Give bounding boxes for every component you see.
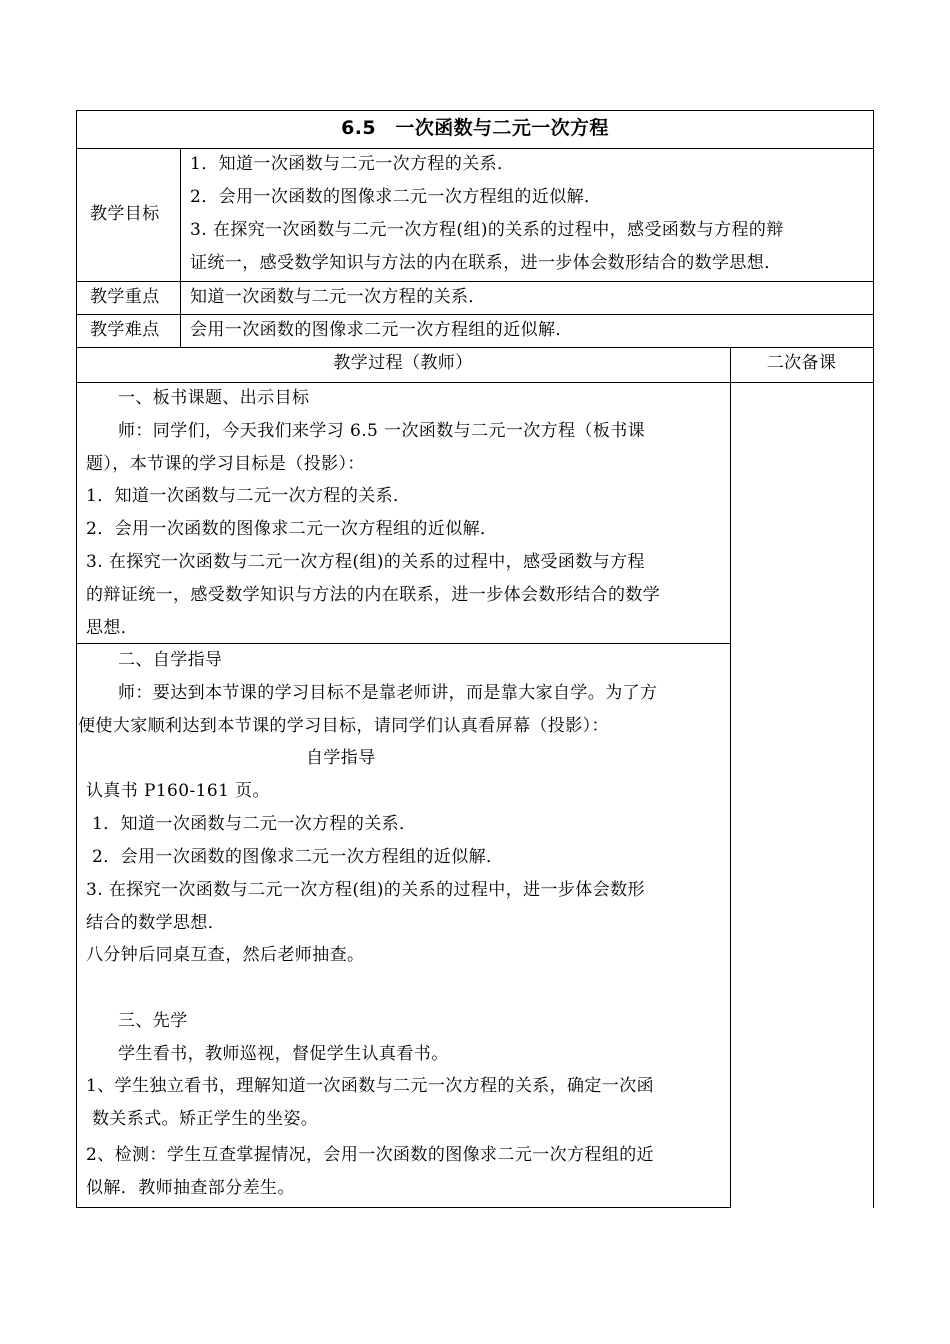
process-header-divider	[76, 382, 874, 383]
page-title: 6.5 一次函数与二元一次方程	[341, 117, 609, 139]
section1-heading: 一、板书课题、出示目标	[118, 388, 310, 408]
guide-line: 结合的数学思想．	[86, 913, 226, 933]
key-point-row-divider	[76, 314, 874, 315]
difficulty-label: 教学难点	[90, 320, 160, 340]
difficulty-row-divider	[76, 347, 874, 348]
guide-line: 八分钟后同桌互查，然后老师抽查。	[86, 945, 365, 965]
section2-line: 便使大家顺利达到本节课的学习目标，请同学们认真看屏幕（投影）：	[78, 716, 609, 736]
difficulty-text: 会用一次函数的图像求二元一次方程组的近似解．	[190, 320, 573, 340]
guide-line: 1．知道一次函数与二元一次方程的关系．	[92, 814, 417, 834]
guide-line: 认真书 P160-161 页。	[86, 781, 270, 801]
table-left-border	[76, 110, 77, 1208]
section1-divider	[76, 643, 730, 644]
table-bottom-border	[76, 1207, 730, 1208]
guide-line: 2．会用一次函数的图像求二元一次方程组的近似解．	[92, 847, 504, 867]
section1-line: 2．会用一次函数的图像求二元一次方程组的近似解．	[86, 519, 498, 539]
objective-item: 3. 在探究一次函数与二元一次方程(组)的关系的过程中，感受函数与方程的辩	[190, 220, 784, 240]
objective-item: 1．知道一次函数与二元一次方程的关系．	[190, 154, 515, 174]
key-point-text: 知道一次函数与二元一次方程的关系．	[190, 287, 486, 307]
section3-line: 2、检测：学生互查掌握情况，会用一次函数的图像求二元一次方程组的近	[86, 1145, 655, 1165]
second-prep-header: 二次备课	[766, 353, 837, 373]
section2-subheading: 自学指导	[306, 748, 376, 768]
objectives-label: 教学目标	[90, 204, 160, 224]
section1-line: 的辩证统一，感受数学知识与方法的内在联系，进一步体会数形结合的数学	[86, 585, 661, 605]
section1-line: 1．知道一次函数与二元一次方程的关系．	[86, 486, 411, 506]
section3-heading: 三、先学	[118, 1011, 188, 1031]
section2-heading: 二、自学指导	[118, 650, 223, 670]
objective-item: 2．会用一次函数的图像求二元一次方程组的近似解．	[190, 187, 602, 207]
guide-line: 3. 在探究一次函数与二元一次方程(组)的关系的过程中，进一步体会数形	[86, 880, 645, 900]
table-top-border	[76, 110, 874, 111]
section3-line: 1、学生独立看书，理解知道一次函数与二元一次方程的关系，确定一次函	[86, 1076, 655, 1096]
process-header: 教学过程（教师）	[333, 353, 473, 373]
section3-line: 似解．教师抽查部分差生。	[86, 1178, 295, 1198]
section1-line: 3. 在探究一次函数与二元一次方程(组)的关系的过程中，感受函数与方程	[86, 552, 645, 572]
section1-line: 题），本节课的学习目标是（投影）：	[86, 454, 365, 474]
section1-line: 师：同学们，今天我们来学习 6.5 一次函数与二元一次方程（板书课	[118, 421, 646, 441]
section3-line: 学生看书，教师巡视，督促学生认真看书。	[118, 1044, 449, 1064]
objective-item: 证统一，感受数学知识与方法的内在联系，进一步体会数形结合的数学思想．	[190, 253, 782, 273]
key-point-label: 教学重点	[90, 287, 160, 307]
section2-line: 师：要达到本节课的学习目标不是靠老师讲，而是靠大家自学。为了方	[118, 683, 658, 703]
table-right-border	[873, 110, 874, 1208]
label-column-divider	[180, 148, 181, 348]
process-column-divider	[730, 347, 731, 1208]
section1-line: 思想．	[86, 618, 139, 638]
section3-line: 数关系式。矫正学生的坐姿。	[92, 1109, 319, 1129]
objectives-row-divider	[76, 281, 874, 282]
title-row-divider	[76, 148, 874, 149]
